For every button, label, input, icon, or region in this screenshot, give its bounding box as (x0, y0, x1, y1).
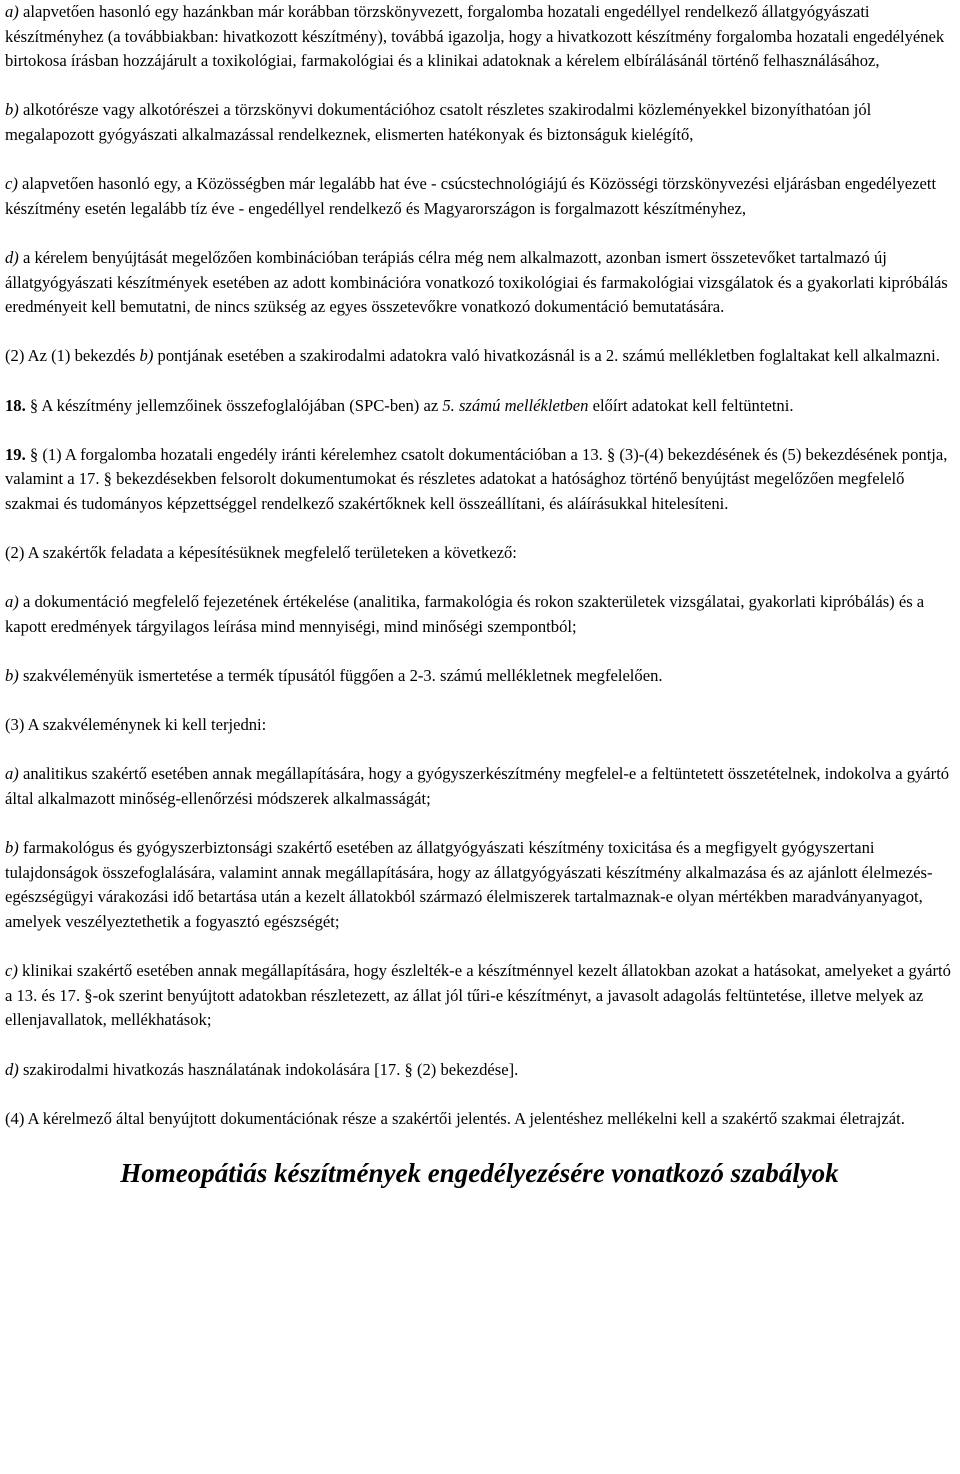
paragraph-text: alkotórésze vagy alkotórészei a törzskönyvi dokumentációhoz csatolt részletes szakirodalmi közleményekkel bizonyíthatóan jól megalapozott gyógyászati alkalmazással rendelkeznek, elismerten hatékonyak és biztonságuk kielégítő, (5, 100, 872, 144)
paragraph-text: (3)-(4) bekezdésének és (5) bekezdésének pontja, valamint a 17. (5, 444, 948, 489)
point-label: b) (5, 838, 19, 858)
point-label: a) (5, 764, 19, 784)
point-label: c) (5, 961, 18, 981)
section-number: 19. (5, 444, 26, 464)
annex-reference: 5. számú mellékletben (442, 395, 589, 415)
point-label: a) (5, 592, 19, 612)
point-label: d) (5, 1059, 19, 1079)
paragraph-2 (5, 344, 954, 369)
paragraph-19-3d (5, 1058, 954, 1083)
point-label: a) (5, 2, 19, 21)
paragraph-text: bekezdésekben felsorolt dokumentumokat és részletes adatokat a hatósághoz történő benyújtást megelőzően megfelelő szakmai és tudományos képzettséggel rendelkező szakértőknek kell összeállítani, és aláírásukkal hitelesíteni. (5, 469, 905, 513)
paragraph-text: (2) bekezdése]. (412, 1059, 519, 1079)
paragraph-text: (2) Az (1) bekezdés (5, 346, 140, 366)
paragraph-text: szakirodalmi hivatkozás használatának indokolására [17. (18, 1059, 405, 1079)
paragraph-text: a dokumentáció megfelelő fejezetének értékelése (analitika, farmakológia és rokon szakterületek vizsgálatai, gyakorlati kipróbálás) és a kapott eredmények tárgyilagos leírása mind mennyiségi, mind minőségi szempontból; (5, 592, 925, 636)
point-label: d) (5, 247, 19, 267)
paragraph-text: farmakológus és gyógyszerbiztonsági szakértő esetében az állatgyógyászati készítmény toxicitása és a megfigyelt gyógyszertani tulajdonságok összefoglalására, valamint annak megállapítására, hogy az állatgyógyászati készítmény alkalmazása és az ajánlott élelmezés-egészségügyi várakozási idő betartása után a kezelt állatokból származó élelmiszerek tartalmaznak-e olyan mértékben maradványanyagot, amelyek veszélyeztethetik a fogyasztó egészségét; (5, 838, 933, 931)
paragraph-19-3a (5, 762, 954, 811)
paragraph-text: A készítmény jellemzőinek összefoglalójában (SPC-ben) az (38, 395, 443, 415)
paragraph-text: pontjának esetében a szakirodalmi adatokra való hivatkozásnál is a 2. számú mellékletben foglaltakat kell alkalmazni. (153, 346, 940, 366)
paragraph-1b (5, 98, 954, 147)
section-heading: Homeopátiás készítmények engedélyezésére vonatkozó szabályok (120, 1158, 839, 1189)
paragraph-19-2: (2) A szakértők feladata a képesítésüknek megfelelő területeken a következő: (5, 543, 517, 563)
paragraph-19-3b (5, 836, 954, 934)
paragraph-text: alapvetően hasonló egy, a Közösségben már legalább hat éve - csúcstechnológiájú és Közösségi törzskönyvezési eljárásban engedélyezett készítmény esetén legalább tíz éve - engedéllyel rendelkező és Magyarországon is forgalmazott készítményhez, (5, 174, 937, 218)
section-sign-link[interactable]: § (606, 444, 616, 464)
paragraph-19-2a (5, 590, 954, 639)
point-reference: b) (139, 346, 154, 366)
point-label: b) (5, 666, 19, 686)
paragraph-text: a kérelem benyújtását megelőzően kombinációban terápiás célra még nem alkalmazott, azonban ismert összetevőket tartalmazó új állatgyógyászati készítmények esetében az adott kombinációra vonatkozó toxikológiai és farmakológiai vizsgálatok és a gyakorlati kipróbálás eredményeit kell bemutatni, de nincs szükség az egyes összetevőkre vonatkozó dokumentáció bemutatására. (5, 247, 948, 317)
section-sign-link[interactable]: § (29, 444, 39, 464)
section-sign-link[interactable]: § (103, 469, 112, 489)
point-label: c) (5, 174, 18, 194)
section-19 (5, 443, 954, 517)
section-18 (5, 394, 954, 419)
paragraph-text: szakvéleményük ismertetése a termék típusától függően a 2-3. számú mellékletnek megfelelően. (18, 666, 663, 686)
point-label: b) (5, 100, 19, 120)
paragraph-1c (5, 172, 954, 221)
paragraph-text: előírt adatokat kell feltüntetni. (588, 395, 794, 415)
paragraph-1a (5, 0, 954, 74)
paragraph-19-2b (5, 664, 954, 689)
section-sign-link[interactable]: § (29, 395, 39, 415)
section-sign-link[interactable]: § (404, 1059, 413, 1079)
paragraph-19-3: (3) A szakvéleménynek ki kell terjedni: (5, 715, 267, 735)
paragraph-text: analitikus szakértő esetében annak megállapítására, hogy a gyógyszerkészítmény megfelel-e a feltüntetett összetételnek, indokolva a gyártó által alkalmazott minőség-ellenőrzési módszerek alkalmasságát; (5, 764, 950, 808)
paragraph-19-3c (5, 959, 954, 1033)
section-sign-link[interactable]: § (84, 985, 93, 1005)
paragraph-text: alapvetően hasonló egy hazánkban már korábban törzskönyvezett, forgalomba hozatali engedéllyel rendelkező állatgyógyászati készítményhez (a továbbiakban: hivatkozott készítmény), továbbá igazolja, hogy a hivatkozott készítmény forgalomba hozatali engedélyének birtokosa írásban hozzájárult a toxikológiai, farmakológiai és a klinikai adatoknak a kérelem elbírálásánál történő felhasználásához, (5, 2, 945, 71)
paragraph-text: (1) A forgalomba hozatali engedély iránti kérelemhez csatolt dokumentációban a 13. (38, 444, 607, 464)
section-number: 18. (5, 395, 26, 415)
paragraph-1d (5, 246, 954, 320)
paragraph-text: klinikai szakértő esetében annak megállapítására, hogy észlelték-e a készítménnyel kezelt állatokban azokat a hatásokat, amelyeket a gyártó a 13. és 17. (5, 961, 951, 1005)
paragraph-text: -ok szerint benyújtott adatokban részletezett, az állat jól tűri-e készítményt, a javasolt adagolás feltüntetése, illetve melyek az ellenjavallatok, mellékhatások; (5, 985, 924, 1030)
paragraph-19-4: (4) A kérelmező által benyújtott dokumentációnak része a szakértői jelentés. A jelentéshez mellékelni kell a szakértő szakmai életrajzát. (5, 1108, 905, 1128)
